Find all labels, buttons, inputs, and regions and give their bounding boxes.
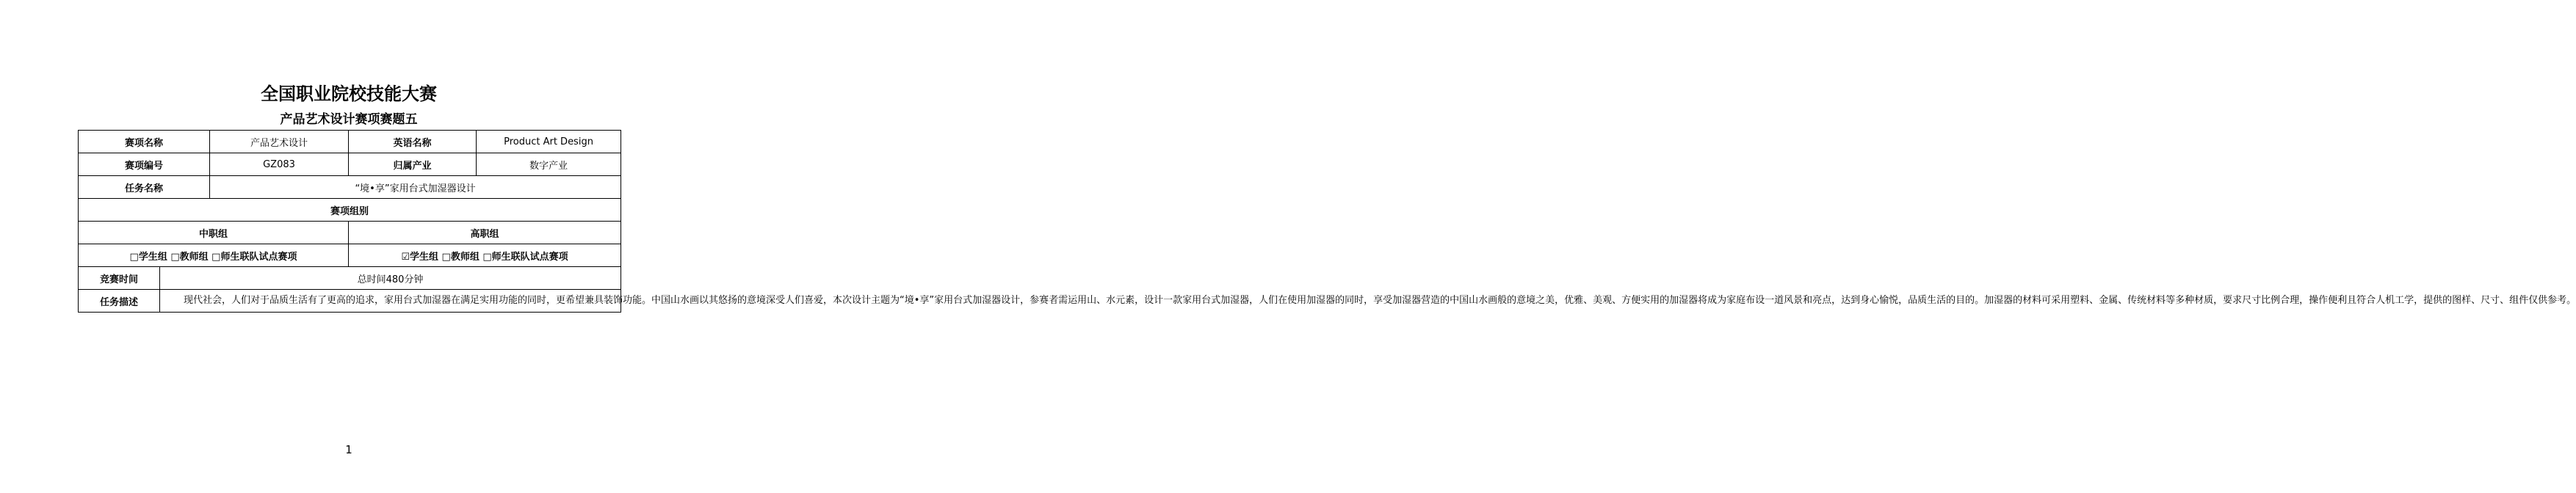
- table-row: [79, 290, 621, 313]
- page-title: 全国职业院校技能大赛: [261, 84, 437, 104]
- secondary-group-options: □学生组 □教师组 □师生联队试点赛项: [79, 244, 349, 267]
- description-label: 任务描述: [79, 290, 160, 313]
- event-name-value: 产品艺术设计: [210, 131, 349, 153]
- industry-value: 数字产业: [477, 153, 621, 176]
- group-header: 赛项组别: [79, 199, 621, 222]
- time-label: 竞赛时间: [79, 267, 160, 290]
- industry-label: 归属产业: [349, 153, 477, 176]
- higher-group-label: 高职组: [349, 222, 621, 244]
- table-row: [79, 267, 621, 290]
- table-row: [79, 222, 621, 244]
- competition-info-table: [78, 130, 2576, 313]
- event-code-value: GZ083: [210, 153, 349, 176]
- table-row: [79, 244, 621, 267]
- task-name-value: “境•享”家用台式加湿器设计: [210, 176, 621, 199]
- description-text: 现代社会，人们对于品质生活有了更高的追求，家用台式加湿器在满足实用功能的同时，更希望兼具装饰功能。中国山水画以其悠扬的意境深受人们喜爱，本次设计主题为“境•享”家用台式加湿器设计，参赛者需运用山、水元素，设计一款家用台式加湿器，人们在使用加湿器的同时，享受加湿器营造的中国山水画般的意境之美，优雅、美观、方便实用的加湿器将成为家庭布设一道风景和亮点，达到身心愉悦，品质生活的目的。加湿器的材料可采用塑料、金属、传统材料等多种材质，要求尺寸比例合理，操作便利且符合人机工学，提供的图样、尺寸、组件仅供参考。: [184, 295, 2576, 306]
- description-cell: [160, 290, 2576, 313]
- table-row: [79, 131, 621, 153]
- page-subtitle: 产品艺术设计赛项赛题五: [280, 112, 418, 127]
- page-number: 1: [345, 443, 352, 456]
- event-code-label: 赛项编号: [79, 153, 210, 176]
- table-row: [79, 176, 621, 199]
- english-name-value: Product Art Design: [477, 131, 621, 153]
- secondary-group-label: 中职组: [79, 222, 349, 244]
- event-name-label: 赛项名称: [79, 131, 210, 153]
- time-value: 总时间480分钟: [160, 267, 621, 290]
- english-name-label: 英语名称: [349, 131, 477, 153]
- higher-group-options: ☑学生组 □教师组 □师生联队试点赛项: [349, 244, 621, 267]
- table-row: [79, 199, 621, 222]
- task-name-label: 任务名称: [79, 176, 210, 199]
- table-row: [79, 153, 621, 176]
